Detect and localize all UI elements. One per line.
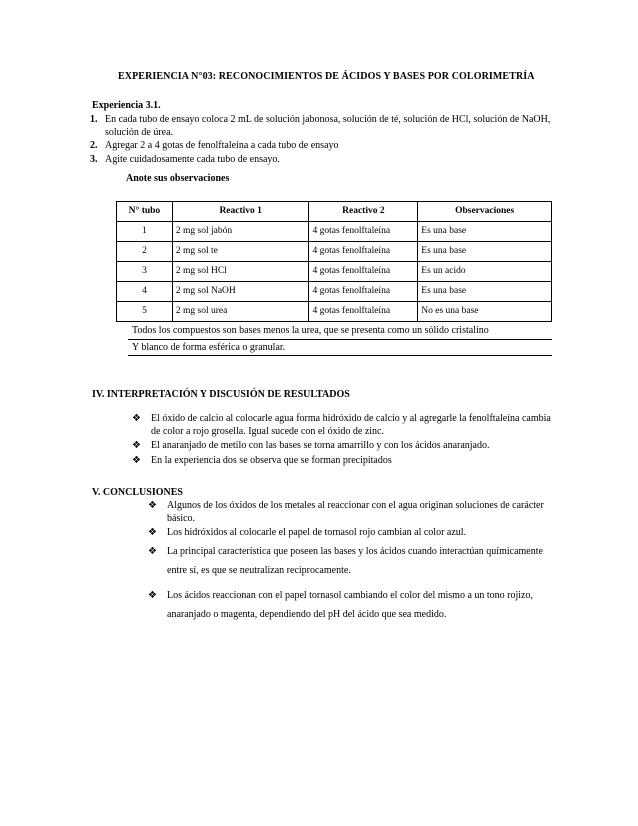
header-tubo: N° tubo — [117, 202, 173, 222]
section-v-bullets — [148, 500, 552, 630]
cell-tubo: 5 — [117, 302, 173, 322]
procedure-step — [90, 140, 560, 153]
bullet-text: El óxido de calcio al colocarle agua forma hidróxido de calcio y al agregarle la fenolftaleína cambia de color a rojo grosella. Igual sucede con el óxido de zinc. — [151, 413, 551, 437]
step-text: Agregar 2 a 4 gotas de fenolftaleína a cada tubo de ensayo — [105, 140, 339, 151]
diamond-bullet-icon: ❖ — [148, 545, 157, 557]
cell-reactivo-2: 4 gotas fenolftaleína — [309, 242, 418, 262]
list-item — [148, 542, 552, 580]
note-line-1-text: Todos los compuestos son bases menos la urea, que se presenta como un sólido cristalino — [132, 325, 489, 336]
cell-reactivo-2: 4 gotas fenolftaleína — [309, 302, 418, 322]
cell-observacion: Es un acido — [418, 262, 552, 282]
header-reactivo-1: Reactivo 1 — [172, 202, 309, 222]
cell-tubo: 2 — [117, 242, 173, 262]
cell-reactivo-1: 2 mg sol te — [172, 242, 309, 262]
bullet-text: El anaranjado de metilo con las bases se torna amarrillo y con los ácidos anaranjado. — [151, 440, 490, 451]
step-text: En cada tubo de ensayo coloca 2 mL de solución jabonosa, solución de té, solución de HCl, solución de NaOH, solución de úrea. — [105, 114, 551, 138]
step-number: 3. — [90, 153, 98, 165]
cell-tubo: 4 — [117, 282, 173, 302]
procedure-steps — [90, 114, 560, 167]
observation-note — [128, 325, 552, 356]
table-row — [117, 262, 552, 282]
diamond-bullet-icon: ❖ — [148, 527, 157, 538]
cell-reactivo-1: 2 mg sol jabón — [172, 222, 309, 242]
table-row — [117, 282, 552, 302]
list-item — [132, 413, 552, 438]
table-header-row — [117, 202, 552, 222]
bullet-text: Algunos de los óxidos de los metales al reaccionar con el agua originan soluciones de carácter básico. — [167, 500, 544, 524]
cell-observacion: Es una base — [418, 222, 552, 242]
list-item — [132, 455, 552, 468]
bullet-text: Los hidróxidos al colocarle el papel de tornasol rojo cambian al color azul. — [167, 527, 467, 538]
procedure-step — [90, 114, 560, 139]
section-iv-title: IV. INTERPRETACIÓN Y DISCUSIÓN DE RESULTADOS — [92, 389, 350, 400]
list-item — [132, 440, 552, 453]
cell-tubo: 3 — [117, 262, 173, 282]
cell-reactivo-1: 2 mg sol HCl — [172, 262, 309, 282]
note-line-1 — [128, 325, 552, 340]
header-observaciones: Observaciones — [418, 202, 552, 222]
bullet-text: En la experiencia dos se observa que se forman precipitados — [151, 454, 392, 466]
cell-observacion: No es una base — [418, 302, 552, 322]
table-row — [117, 222, 552, 242]
diamond-bullet-icon: ❖ — [148, 500, 157, 511]
cell-reactivo-2: 4 gotas fenolftaleína — [309, 222, 418, 242]
step-number: 1. — [90, 114, 98, 125]
step-number: 2. — [90, 140, 98, 151]
cell-reactivo-2: 4 gotas fenolftaleína — [309, 262, 418, 282]
step-text: Agite cuidadosamente cada tubo de ensayo. — [105, 153, 280, 165]
table-row — [117, 242, 552, 262]
list-item — [148, 500, 552, 525]
section-v-title: V. CONCLUSIONES — [92, 487, 183, 498]
procedure-step — [90, 154, 560, 167]
section-iv-bullets — [132, 413, 552, 469]
diamond-bullet-icon: ❖ — [132, 454, 141, 466]
anote-heading: Anote sus observaciones — [126, 173, 230, 184]
bullet-text: La principal característica que poseen las bases y los ácidos cuando interactúan químicamente entre sí, es que se neutralizan recíprocamente. — [167, 545, 543, 576]
experiencia-heading: Experiencia 3.1. — [92, 100, 161, 111]
cell-reactivo-1: 2 mg sol NaOH — [172, 282, 309, 302]
document-title: EXPERIENCIA N°03: RECONOCIMIENTOS DE ÁCIDOS Y BASES POR COLORIMETRÍA — [118, 71, 535, 82]
note-line-2: Y blanco de forma esférica o granular. — [128, 340, 552, 357]
observations-table — [116, 201, 552, 322]
table-row — [117, 302, 552, 322]
cell-reactivo-1: 2 mg sol urea — [172, 302, 309, 322]
bullet-text: Los ácidos reaccionan con el papel tornasol cambiando el color del mismo a un tono rojizo, anaranjado o magenta, dependiendo del pH del ácido que sea medido. — [167, 589, 533, 620]
list-item — [148, 527, 552, 540]
cell-tubo: 1 — [117, 222, 173, 242]
cell-reactivo-2: 4 gotas fenolftaleína — [309, 282, 418, 302]
cell-observacion: Es una base — [418, 282, 552, 302]
diamond-bullet-icon: ❖ — [132, 440, 141, 451]
list-item — [148, 586, 552, 624]
diamond-bullet-icon: ❖ — [148, 589, 157, 601]
diamond-bullet-icon: ❖ — [132, 413, 141, 424]
header-reactivo-2: Reactivo 2 — [309, 202, 418, 222]
cell-observacion: Es una base — [418, 242, 552, 262]
